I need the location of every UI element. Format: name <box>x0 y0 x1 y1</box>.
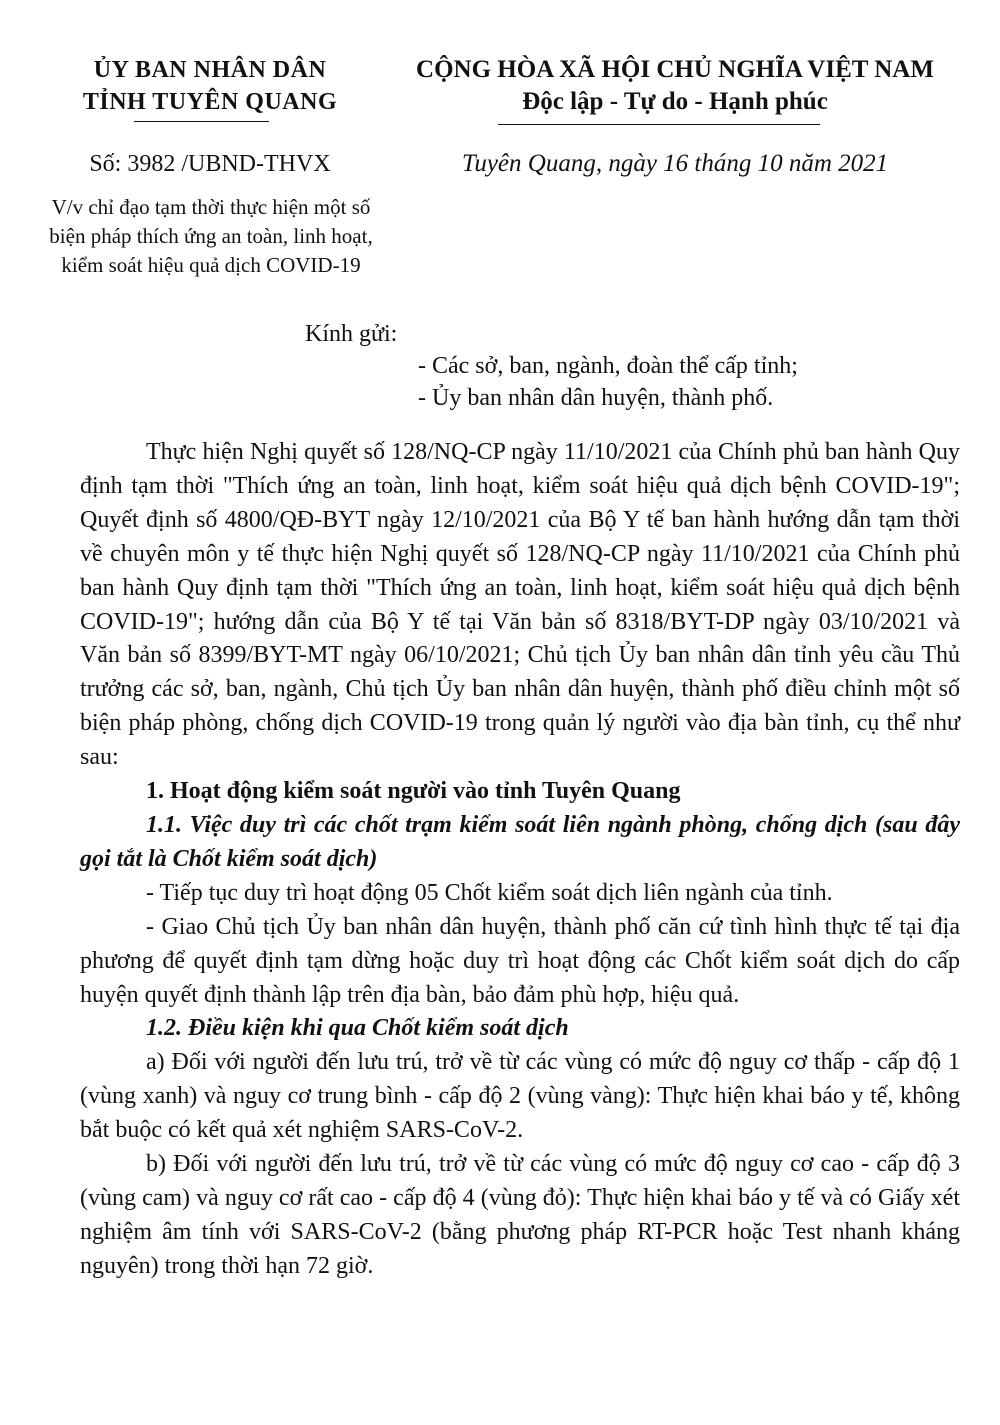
nation-motto: Độc lập - Tự do - Hạnh phúc <box>522 88 828 115</box>
section-1-1-paragraph-2: - Giao Chủ tịch Ủy ban nhân dân huyện, thành phố căn cứ tình hình thực tế tại địa phương để quyết định tạm dừng hoặc duy trì hoạt động các Chốt kiểm soát dịch do cấp huyện quyết định thành lập trên địa bàn, bảo đảm phù hợp, hiệu quả. <box>80 913 960 1008</box>
document-number: Số: 3982 /UBND-THVX <box>89 151 331 177</box>
subject-line-2: biện pháp thích ứng an toàn, linh hoạt, <box>49 224 373 248</box>
document-body <box>80 436 960 1284</box>
section-1-2-heading: 1.2. Điều kiện khi qua Chốt kiểm soát dịch <box>146 1015 569 1042</box>
intro-paragraph: Thực hiện Nghị quyết số 128/NQ-CP ngày 11/10/2021 của Chính phủ ban hành Quy định tạm thời "Thích ứng an toàn, linh hoạt, kiểm soát hiệu quả dịch bệnh COVID-19"; Quyết định số 4800/QĐ-BYT ngày 12/10/2021 của Bộ Y tế ban hành hướng dẫn tạm thời về chuyên môn y tế thực hiện Nghị quyết số 128/NQ-CP ngày 11/10/2021 của Chính phủ ban hành Quy định tạm thời "Thích ứng an toàn, linh hoạt, kiểm soát hiệu quả dịch bệnh COVID-19"; hướng dẫn của Bộ Y tế tại Văn bản số 8318/BYT-DP ngày 03/10/2021 và Văn bản số 8399/BYT-MT ngày 06/10/2021; Chủ tịch Ủy ban nhân dân tỉnh yêu cầu Thủ trưởng các sở, ban, ngành, Chủ tịch Ủy ban nhân dân huyện, thành phố điều chỉnh một số biện pháp phòng, chống dịch COVID-19 trong quản lý người vào địa bàn tỉnh, cụ thể như sau: <box>80 439 960 771</box>
document-subject <box>26 193 396 280</box>
section-1-2-item-b: b) Đối với người đến lưu trú, trở về từ các vùng có mức độ nguy cơ cao - cấp độ 3 (vùng cam) và nguy cơ rất cao - cấp độ 4 (vùng đỏ): Thực hiện khai báo y tế và có Giấy xét nghiệm âm tính với SARS-CoV-2 (bằng phương pháp RT-PCR hoặc Test nhanh kháng nguyên) trong thời hạn 72 giờ. <box>80 1151 960 1279</box>
recipient-1: - Các sở, ban, ngành, đoàn thể cấp tỉnh; <box>418 353 798 379</box>
nation-title: CỘNG HÒA XÃ HỘI CHỦ NGHĨA VIỆT NAM <box>416 56 934 83</box>
subject-line-1: V/v chỉ đạo tạm thời thực hiện một số <box>51 195 371 219</box>
authority-line-2: TỈNH TUYÊN QUANG <box>82 89 338 115</box>
recipient-2: - Ủy ban nhân dân huyện, thành phố. <box>418 385 774 411</box>
section-1-1-paragraph-1: - Tiếp tục duy trì hoạt động 05 Chốt kiểm soát dịch liên ngành của tỉnh. <box>146 879 833 906</box>
issuing-authority <box>40 54 380 118</box>
section-1-heading: 1. Hoạt động kiểm soát người vào tỉnh Tuyên Quang <box>146 778 681 805</box>
section-1-2-item-a: a) Đối với người đến lưu trú, trở về từ các vùng có mức độ nguy cơ thấp - cấp độ 1 (vùng xanh) và nguy cơ trung bình - cấp độ 2 (vùng vàng): Thực hiện khai báo y tế, không bắt buộc có kết quả xét nghiệm SARS-CoV-2. <box>80 1049 960 1144</box>
national-heading <box>380 54 970 118</box>
section-1-1-heading: 1.1. Việc duy trì các chốt trạm kiểm soát liên ngành phòng, chống dịch (sau đây gọi tắt là Chốt kiểm soát dịch) <box>80 811 960 872</box>
document-date: Tuyên Quang, ngày 16 tháng 10 năm 2021 <box>461 150 889 177</box>
subject-line-3: kiểm soát hiệu quả dịch COVID-19 <box>61 253 361 277</box>
motto-underline <box>498 124 820 125</box>
authority-underline <box>134 121 269 122</box>
recipients-label: Kính gửi: <box>305 321 398 347</box>
authority-line-1: ỦY BAN NHÂN DÂN <box>93 57 327 83</box>
